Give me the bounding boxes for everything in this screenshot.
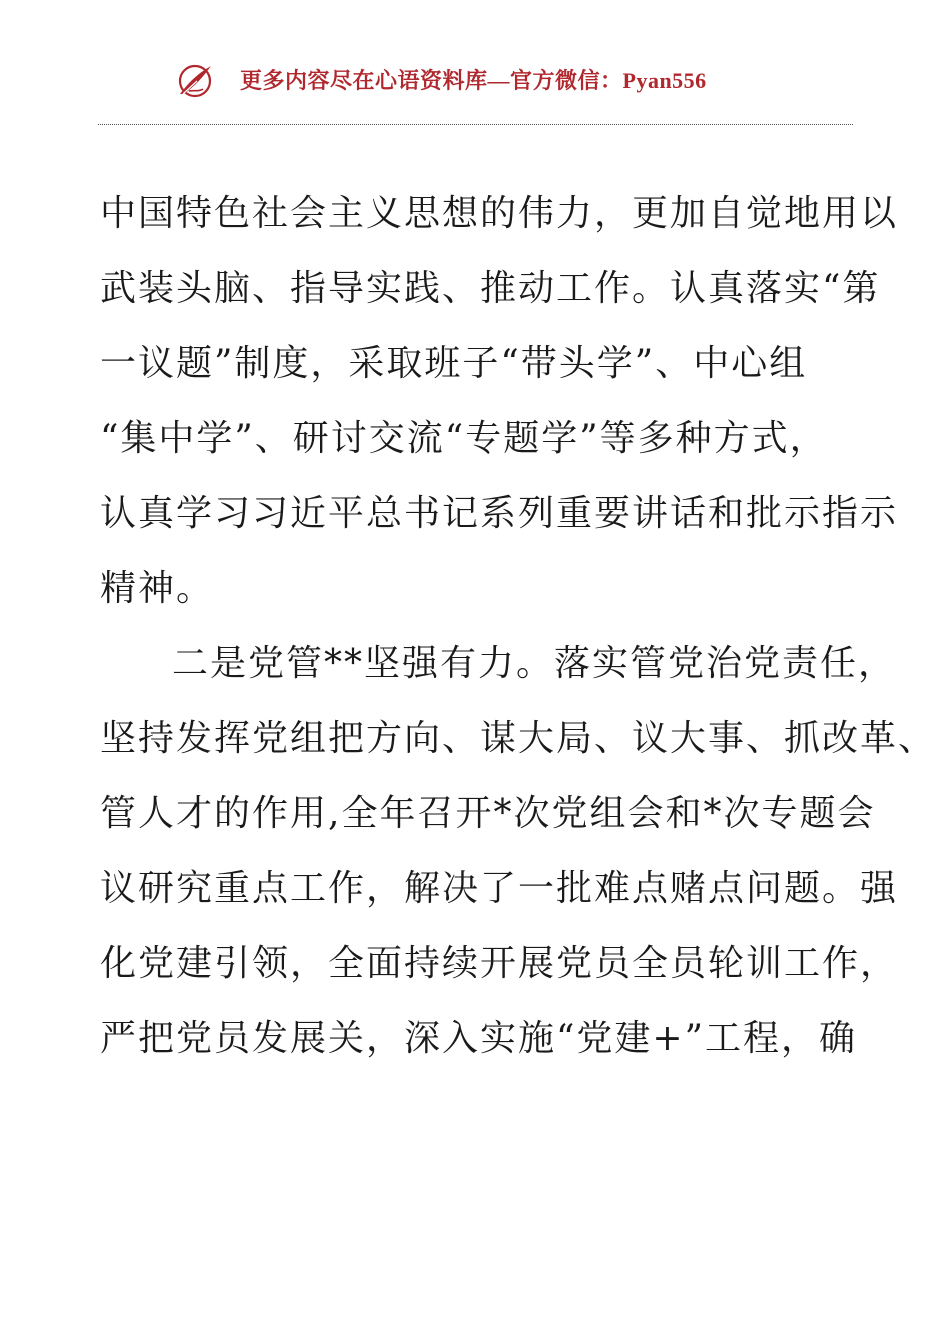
paragraph-start-line: 二是党管**坚强有力。落实管党治党责任，: [172, 643, 897, 684]
text-line: 中国特色社会主义思想的伟力，更加自觉地用以: [100, 193, 899, 234]
text-line: 一议题”制度，采取班子“带头学”、中心组: [100, 343, 808, 384]
text-line: 议研究重点工作，解决了一批难点赌点问题。强: [100, 868, 899, 909]
text-line: 精神。: [100, 568, 215, 609]
text-line: 认真学习习近平总书记系列重要讲话和批示指示: [100, 493, 899, 534]
page-header: [0, 55, 950, 105]
document-body: [100, 176, 937, 1076]
header-divider: [98, 124, 853, 125]
text-line: 武装头脑、指导实践、推动工作。认真落实“第: [100, 268, 881, 309]
text-line: “集中学”、研讨交流“专题学”等多种方式，: [100, 418, 828, 459]
text-line: 严把党员发展关，深入实施“党建+”工程，确: [100, 1018, 857, 1059]
text-line: 化党建引领，全面持续开展党员全员轮训工作，: [100, 943, 899, 984]
header-text: 更多内容尽在心语资料库—官方微信：Pyan556: [240, 68, 707, 93]
quill-pen-logo-icon: [173, 61, 217, 101]
text-line: 管人才的作用,全年召开*次党组会和*次专题会: [100, 793, 876, 834]
text-line: 坚持发挥党组把方向、谋大局、议大事、抓改革、: [100, 718, 937, 759]
